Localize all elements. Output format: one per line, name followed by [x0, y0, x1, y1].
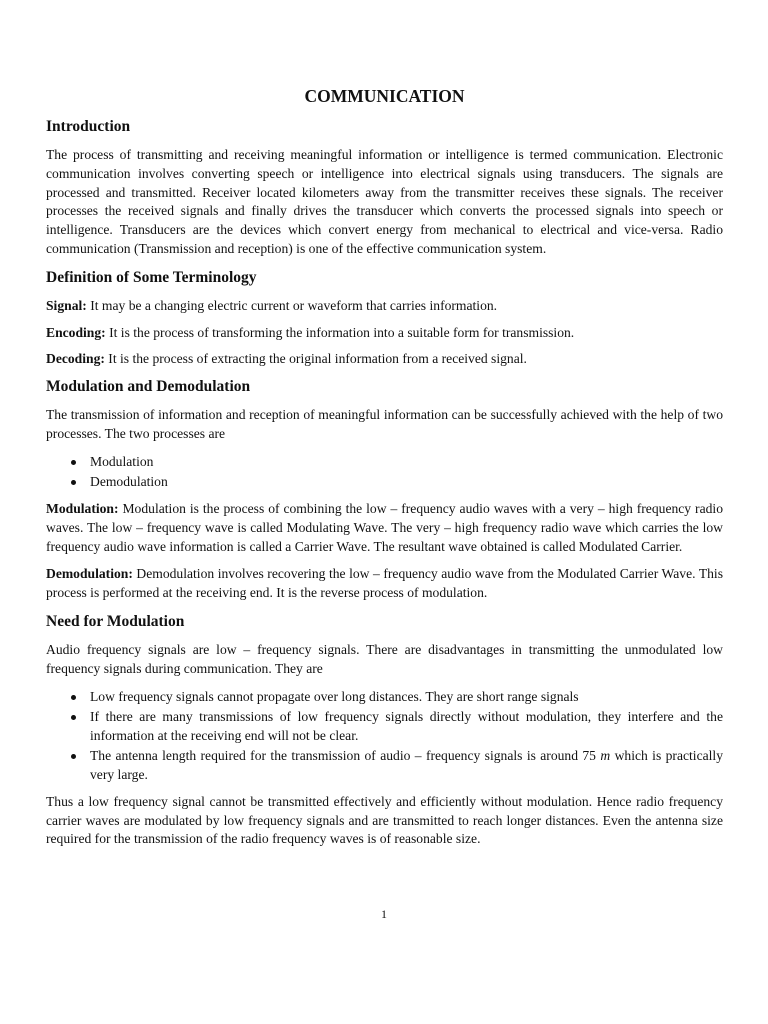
heading-need-for-modulation: Need for Modulation — [46, 612, 185, 630]
modulation-definition-text: Modulation is the process of combining the low – frequency audio waves with a very – high frequency radio waves. The low – frequency wave is called Modulating Wave. The very – high frequency radio wave which carries the low frequency audio wave information is called a Carrier Wave. The resultant wave obtained is called Modulated Carrier. — [46, 500, 723, 554]
document-page — [46, 84, 723, 858]
demodulation-definition — [46, 565, 723, 603]
term-demodulation: Demodulation: — [46, 566, 133, 582]
term-encoding: Encoding: — [46, 324, 106, 340]
list-item-demodulation: Demodulation — [90, 473, 723, 492]
term-signal: Signal: — [46, 297, 87, 313]
definition-decoding — [46, 350, 723, 369]
list-item-interference: If there are many transmissions of low frequency signals directly without modulation, they interfere and the information at the receiving end will not be clear. — [90, 708, 723, 746]
term-decoding: Decoding: — [46, 351, 105, 367]
heading-terminology: Definition of Some Terminology — [46, 268, 257, 286]
processes-list — [46, 453, 723, 492]
conclusion-paragraph: Thus a low frequency signal cannot be transmitted effectively and efficiently without modulation. Hence radio frequency carrier waves are modulated by low frequency signals and are transmitted to reach longer distances. Even the antenna size required for the transmission of the radio frequency waves is of reasonable size. — [46, 793, 723, 847]
definition-encoding — [46, 324, 723, 343]
modulation-definition — [46, 500, 723, 556]
demodulation-definition-text: Demodulation involves recovering the low – frequency audio wave from the Modulated Carrier Wave. This process is performed at the receiving end. It is the reverse process of modulation. — [46, 566, 723, 601]
list-item-propagation: Low frequency signals cannot propagate over long distances. They are short range signals — [90, 688, 723, 707]
heading-modulation-demodulation: Modulation and Demodulation — [46, 378, 251, 396]
need-intro-paragraph: Audio frequency signals are low – frequency signals. There are disadvantages in transmitting the unmodulated low frequency signals during communication. They are — [46, 641, 723, 676]
antenna-text-after: which is practically very large. — [90, 748, 723, 782]
disadvantages-list — [46, 688, 723, 785]
antenna-unit: m — [600, 748, 611, 764]
list-item-modulation: Modulation — [90, 453, 723, 472]
heading-introduction: Introduction — [46, 118, 131, 135]
definition-decoding-text: It is the process of extracting the original information from a received signal. — [104, 351, 527, 367]
page-number: 1 — [381, 907, 387, 921]
modulation-intro-paragraph: The transmission of information and reception of meaningful information can be successfully achieved with the help of two processes. The two processes are — [46, 407, 723, 441]
document-title: COMMUNICATION — [304, 86, 465, 106]
introduction-paragraph: The process of transmitting and receiving meaningful information or intelligence is termed communication. Electronic communication involves converting speech or intelligence into electrical signals using transducers. The signals are processed and transmitted. Receiver located kilometers away from the transmitter receives these signals. The receiver processes the received signals and finally drives the transducer which converts the processed signals into speech or intelligence. Transducers are the devices which convert energy from mechanical to electrical and vice-versa. Radio communication (Transmission and reception) is one of the effective communication system. — [46, 147, 723, 256]
definition-signal — [46, 297, 723, 316]
term-modulation: Modulation: — [46, 500, 119, 516]
definition-encoding-text: It is the process of transforming the information into a suitable form for transmission. — [105, 324, 575, 340]
list-item-antenna-length — [90, 747, 723, 785]
definition-signal-text: It may be a changing electric current or waveform that carries information. — [86, 297, 498, 313]
antenna-text-before: The antenna length required for the transmission of audio – frequency signals is around 75 — [90, 748, 601, 764]
